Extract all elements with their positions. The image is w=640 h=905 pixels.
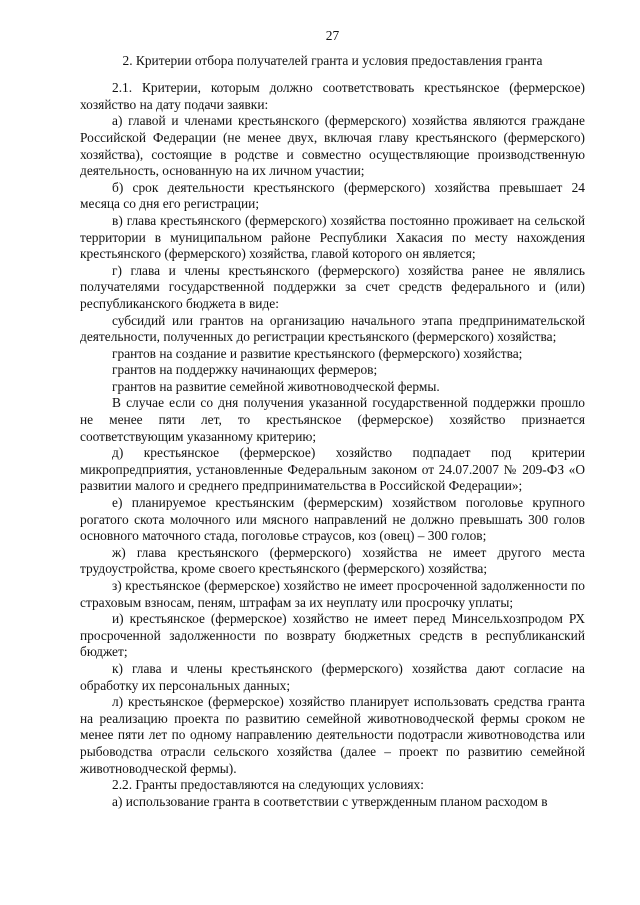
paragraph-criterion-zh: ж) глава крестьянского (фермерского) хозяйства не имеет другого места трудоустройства, кроме своего крестьянского (фермерского) хозяйства; (80, 544, 585, 577)
page-number: 27 (325, 28, 340, 43)
paragraph-grants-beginners: грантов на поддержку начинающих фермеров; (112, 362, 378, 378)
paragraph-grants-family-farm: грантов на развитие семейной животноводческой фермы. (112, 378, 440, 394)
paragraph-criterion-d: д) крестьянское (фермерское) хозяйство подпадает под критерии микропредприятия, установленные Федеральным законом от 24.07.2007 № 209-ФЗ «О развитии малого и среднего предпринимательства в Российской Федерации»; (80, 445, 585, 494)
paragraph-grants-creation: грантов на создание и развитие крестьянского (фермерского) хозяйства; (112, 345, 523, 361)
paragraph-criterion-a: а) главой и членами крестьянского (фермерского) хозяйства являются граждане Российской Федерации (не менее двух, включая главу крестьянского (фермерского) хозяйства), состоящие в родстве и совместно осуществляющие производственную деятельность, основанную на их личном участии; (80, 113, 585, 179)
paragraph-criterion-v: в) глава крестьянского (фермерского) хозяйства постоянно проживает на сельской территории в муниципальном районе Республики Хакасия по месту нахождения крестьянского (фермерского) хозяйства, главой которого он является; (80, 212, 585, 262)
paragraph-five-years: В случае если со дня получения указанной государственной поддержки прошло не менее пяти лет, то крестьянское (фермерское) хозяйство признается соответствующим указанному критерию; (80, 395, 585, 444)
document-page (80, 28, 585, 810)
paragraph-criterion-z: з) крестьянское (фермерское) хозяйство не имеет просроченной задолженности по страховым взносам, пеням, штрафам за их неуплату или просрочку уплаты; (80, 578, 585, 610)
paragraph-condition-a: а) использование гранта в соответствии с утвержденным планом расходом в (112, 793, 548, 809)
paragraph-criterion-g: г) глава и члены крестьянского (фермерского) хозяйства ранее не являлись получателями государственной поддержки за счет средств федерального и (или) республиканского бюджета в виде: (80, 262, 585, 311)
paragraph-2-2: 2.2. Гранты предоставляются на следующих условиях: (112, 777, 424, 793)
paragraph-criterion-i: и) крестьянское (фермерское) хозяйство не имеет перед Минсельхозпродом РХ просроченной задолженности по возврату бюджетных средств в республиканский бюджет; (80, 611, 585, 660)
paragraph-criterion-k: к) глава и члены крестьянского (фермерского) хозяйства дают согласие на обработку их персональных данных; (80, 660, 585, 693)
paragraph-2-1: 2.1. Критерии, которым должно соответствовать крестьянское (фермерское) хозяйство на дату подачи заявки: (80, 80, 585, 112)
section-title: 2. Критерии отбора получателей гранта и условия предоставления гранта (122, 52, 543, 68)
paragraph-subsidies: субсидий или грантов на организацию начального этапа предпринимательской деятельности, полученных до регистрации крестьянского (фермерского) хозяйства; (80, 312, 585, 345)
paragraph-criterion-e: е) планируемое крестьянским (фермерским) хозяйством поголовье крупного рогатого скота молочного или мясного направлений не должно превышать 300 голов основного маточного стада, поголовье страусов, коз (овец) – 300 голов; (80, 495, 585, 544)
paragraph-criterion-b: б) срок деятельности крестьянского (фермерского) хозяйства превышает 24 месяца со дня его регистрации; (80, 179, 585, 212)
paragraph-criterion-l: л) крестьянское (фермерское) хозяйство планирует использовать средства гранта на реализацию проекта по развитию семейной животноводческой фермы сроком не менее пяти лет по одному направлению деятельности подотрасли животноводства или рыбоводства отрасли сельского хозяйства (далее – проект по развитию семейной животноводческой фермы). (80, 694, 585, 776)
